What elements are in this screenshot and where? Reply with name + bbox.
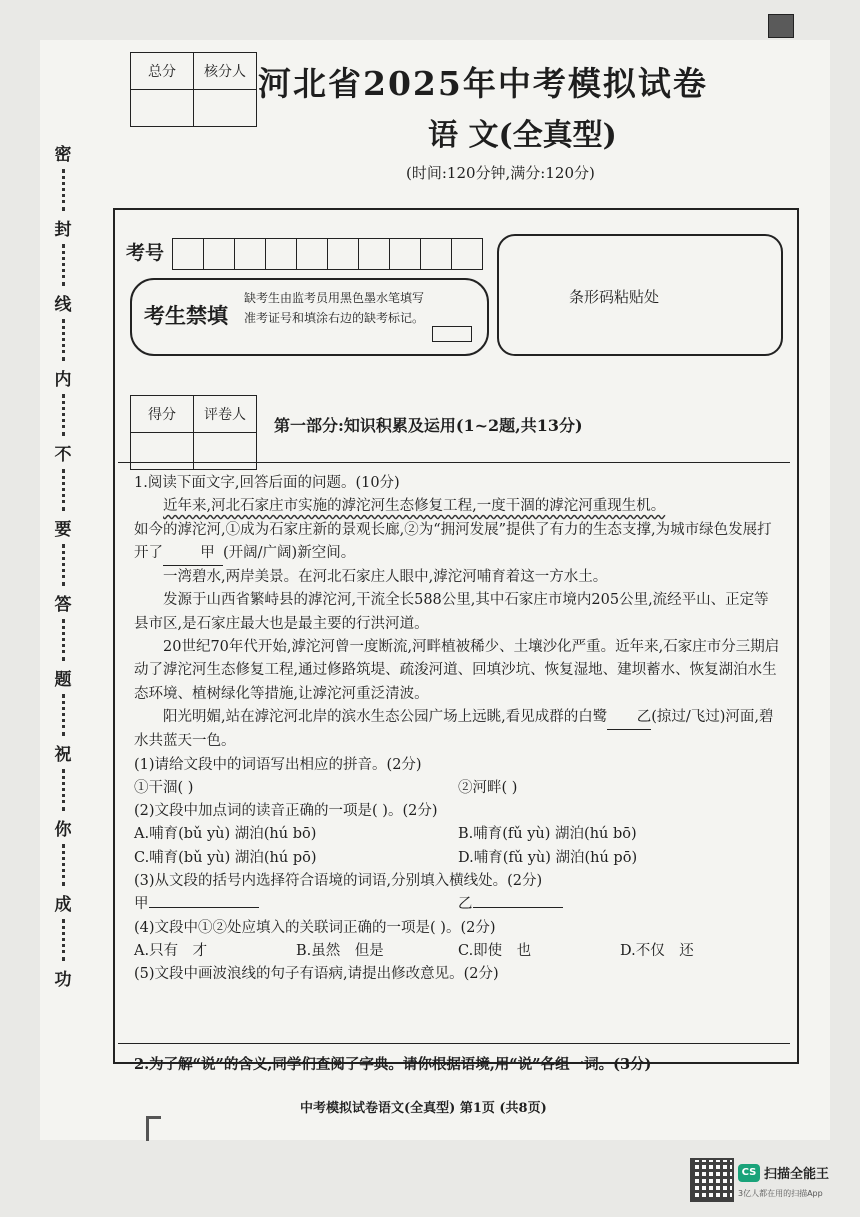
exam-number-box[interactable] bbox=[452, 239, 482, 269]
option-d[interactable]: D.哺育(fǔ yù) 湖泊(hú pō) bbox=[458, 849, 638, 866]
option-d[interactable]: D.不仅 还 bbox=[620, 942, 694, 959]
score-header: 得分 bbox=[131, 396, 194, 433]
option-a[interactable]: A.只有 才 bbox=[134, 942, 208, 959]
exam-number-label: 考号 bbox=[126, 242, 165, 264]
seal-char: 要 bbox=[54, 520, 72, 540]
sub-question-1: (1)请给文段中的词语写出相应的拼音。(2分) bbox=[134, 756, 422, 773]
option-b[interactable]: B.虽然 但是 bbox=[296, 942, 384, 959]
checker-cell[interactable] bbox=[194, 90, 257, 127]
forbidden-instructions: 缺考生由监考员用黑色墨水笔填写准考证号和填涂右边的缺考标记。 bbox=[244, 291, 425, 325]
exam-number-box[interactable] bbox=[235, 239, 266, 269]
corner-mark bbox=[146, 1116, 161, 1141]
answer-label-yi: 乙 bbox=[458, 896, 473, 913]
sub-question-2: (2)文段中加点词的读音正确的一项是( )。(2分) bbox=[134, 803, 438, 820]
corner-mark bbox=[768, 14, 794, 38]
exam-number-box[interactable] bbox=[390, 239, 421, 269]
absence-mark-box[interactable] bbox=[432, 326, 472, 342]
seal-char: 不 bbox=[54, 445, 72, 465]
seal-char: 答 bbox=[54, 595, 72, 615]
section-score-table bbox=[130, 395, 257, 470]
score-cell[interactable] bbox=[131, 433, 194, 470]
sub-question-4: (4)文段中①②处应填入的关联词正确的一项是( )。(2分) bbox=[134, 919, 496, 936]
sub-question-5: (5)文段中画波浪线的句子有语病,请提出修改意见。(2分) bbox=[134, 966, 499, 983]
seal-char: 祝 bbox=[54, 745, 72, 765]
passage-paragraph-3: 发源于山西省繁峙县的滹沱河,干流全长588公里,其中石家庄市境内205公里,流经平山、正定等县市区,是石家庄最大也是最主要的行洪河道。 bbox=[134, 592, 769, 632]
scanner-tagline: 3亿人都在用的扫描App bbox=[738, 1189, 823, 1198]
time-info: (时间:120分钟,满分:120分) bbox=[406, 164, 595, 182]
seal-char: 封 bbox=[54, 220, 72, 240]
wavy-sentence: 近年来,河北石家庄市实施的滹沱河生态修复工程,一度干涸的滹沱河重现生机。 bbox=[163, 498, 666, 515]
sub2-options-row-1 bbox=[134, 823, 782, 846]
q1-intro: 1.阅读下面文字,回答后面的问题。(10分) bbox=[134, 475, 400, 491]
answer-blank-jia[interactable] bbox=[149, 907, 259, 908]
seal-char: 内 bbox=[54, 370, 72, 390]
barcode-label: 条形码粘贴处 bbox=[569, 288, 660, 306]
scanner-logo-icon: CS bbox=[738, 1164, 760, 1182]
question-2: 2.为了解“说”的含义,同学们查阅了字典。请你根据语境,用“说”各组一词。(3分) bbox=[134, 1056, 652, 1073]
exam-subtitle: 语 文(全真型) bbox=[428, 118, 617, 153]
exam-number-box[interactable] bbox=[359, 239, 390, 269]
exam-number-box[interactable] bbox=[204, 239, 235, 269]
option-a[interactable]: A.哺育(bǔ yù) 湖泊(hú bō) bbox=[134, 826, 317, 843]
grader-cell[interactable] bbox=[194, 433, 257, 470]
candidate-forbidden-box bbox=[130, 278, 489, 356]
total-score-cell[interactable] bbox=[131, 90, 194, 127]
option-c[interactable]: C.哺育(bǔ yù) 湖泊(hú pō) bbox=[134, 849, 317, 866]
option-c[interactable]: C.即使 也 bbox=[458, 942, 532, 959]
sub3-answers bbox=[134, 893, 782, 916]
option-b[interactable]: B.哺育(fǔ yù) 湖泊(hú bō) bbox=[458, 826, 637, 843]
passage-paragraph-5: 阳光明媚,站在滹沱河北岸的滨水生态公园广场上远眺,看见成群的白鹭 乙(掠过/飞过)河面,碧水共蓝天一色。 bbox=[134, 706, 782, 754]
exam-number-box[interactable] bbox=[297, 239, 328, 269]
scanner-app-name: 扫描全能王 bbox=[764, 1167, 830, 1182]
forbidden-title: 考生禁填 bbox=[144, 303, 228, 328]
pinyin-answer-2[interactable]: ②河畔( ) bbox=[458, 779, 518, 796]
seal-char: 密 bbox=[54, 145, 72, 165]
page-footer: 中考模拟试卷语文(全真型) 第1页 (共8页) bbox=[300, 1101, 547, 1116]
exam-title: 河北省2025年中考模拟试卷 bbox=[258, 64, 708, 103]
grader-header: 评卷人 bbox=[194, 396, 257, 433]
barcode-area bbox=[497, 234, 783, 356]
seal-char: 成 bbox=[54, 895, 72, 915]
seal-char: 你 bbox=[54, 820, 72, 840]
exam-number-box[interactable] bbox=[173, 239, 204, 269]
qr-code bbox=[690, 1158, 734, 1202]
exam-number-box[interactable] bbox=[421, 239, 452, 269]
answer-blank-yi[interactable] bbox=[473, 907, 563, 908]
sub4-options bbox=[134, 940, 782, 963]
divider bbox=[118, 1043, 790, 1044]
blank-yi[interactable]: 乙 bbox=[607, 706, 651, 730]
exam-number-box[interactable] bbox=[328, 239, 359, 269]
exam-number-grid[interactable] bbox=[172, 238, 483, 270]
question-1 bbox=[134, 472, 782, 987]
total-score-header: 总分 bbox=[131, 53, 194, 90]
divider bbox=[118, 462, 790, 463]
passage-paragraph-2: 一湾碧水,两岸美景。在河北石家庄人眼中,滹沱河哺育着这一方水土。 bbox=[163, 569, 608, 586]
total-score-table bbox=[130, 52, 257, 127]
sub1-answers bbox=[134, 777, 782, 800]
answer-label-jia: 甲 bbox=[134, 896, 149, 913]
passage-paragraph-4: 20世纪70年代开始,滹沱河曾一度断流,河畔植被稀少、土壤沙化严重。近年来,石家庄市分三期启动了滹沱河生态修复工程,通过修路筑堤、疏浚河道、回填沙坑、恢复湿地、建坝蓄水、恢复湖泊水生态环境、植树绿化等措施,让滹沱河重泛清波。 bbox=[134, 639, 780, 702]
part1-heading: 第一部分:知识积累及运用(1~2题,共13分) bbox=[274, 416, 583, 435]
sub2-options-row-2 bbox=[134, 847, 782, 870]
blank-jia[interactable]: 甲 bbox=[163, 542, 223, 566]
pinyin-answer-1[interactable]: ①干涸( ) bbox=[134, 779, 194, 796]
seal-char: 功 bbox=[54, 970, 72, 990]
seal-char: 题 bbox=[54, 670, 72, 690]
sub-question-3: (3)从文段的括号内选择符合语境的词语,分别填入横线处。(2分) bbox=[134, 873, 543, 890]
checker-header: 核分人 bbox=[194, 53, 257, 90]
seal-line-strip bbox=[50, 140, 76, 990]
passage-paragraph-1: 近年来,河北石家庄市实施的滹沱河生态修复工程,一度干涸的滹沱河重现生机。 如今的滹沱河,①成为石家庄新的景观长廊,②为“拥河发展”提供了有力的生态支撑,为城市绿色发展打开了 甲 (开阔/广阔)新空间。 bbox=[134, 495, 782, 566]
exam-number-box[interactable] bbox=[266, 239, 297, 269]
seal-char: 线 bbox=[54, 295, 72, 315]
